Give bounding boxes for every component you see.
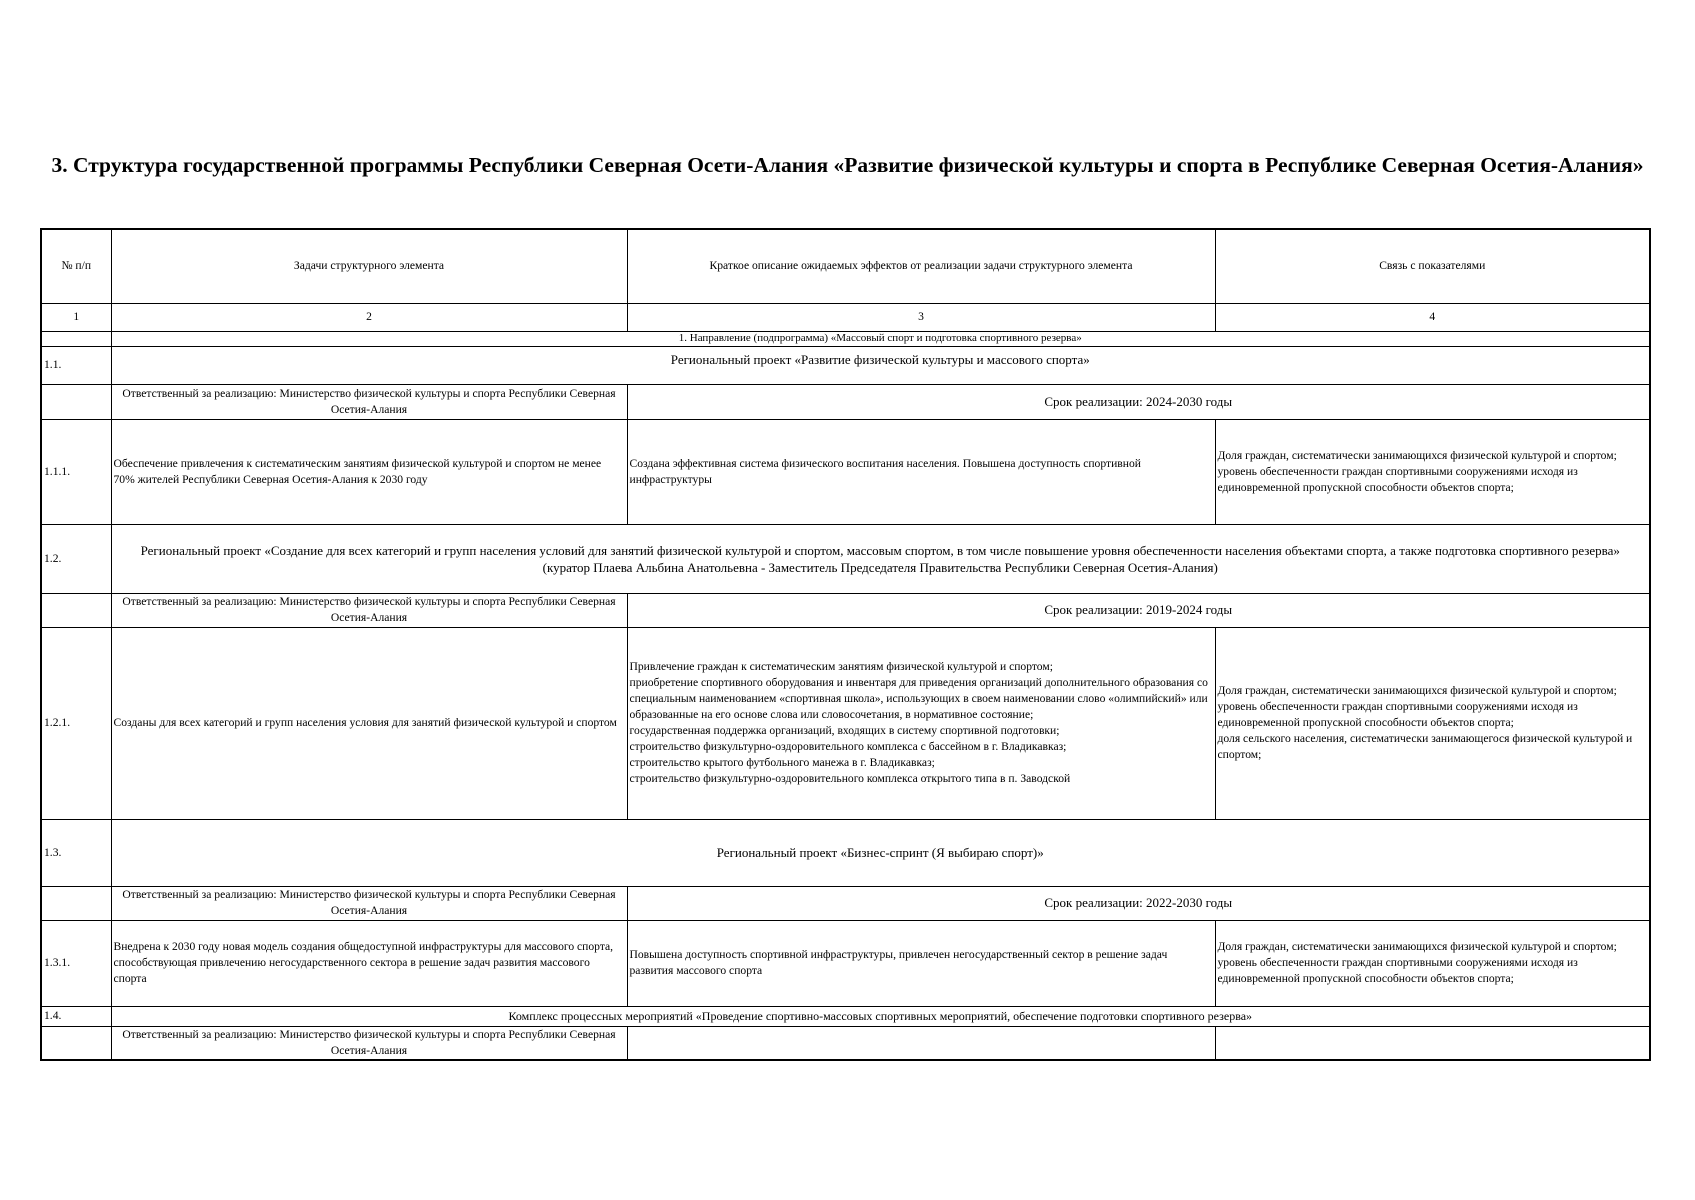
column-number-2: 2 — [111, 303, 627, 331]
structure-table — [40, 228, 1651, 1061]
section-1-2-project — [111, 524, 1650, 593]
task-1-3-1-description: Внедрена к 2030 году новая модель создания общедоступной инфраструктуры для массового спорта, способствующая привлечению негосударственного сектора в решение задач развития массового спорта — [111, 920, 627, 1006]
section-1-4-responsible-row — [41, 1026, 1650, 1060]
section-1-2-number: 1.2. — [41, 524, 111, 593]
task-1-2-1-effect: Привлечение граждан к систематическим занятиям физической культурой и спортом; приобретение спортивного оборудования и инвентаря для приведения организаций дополнительного образования со специальным наименованием «спортивная школа», использующих в своем наименовании слово «олимпийский» или образованные на его основе слова или словосочетания, в нормативное состояние; государственная поддержка организаций, входящих в систему спортивной подготовки; строительство физкультурно-оздоровительного комплекса с бассейном в г. Владикавказ; строительство крытого футбольного манежа в г. Владикавказ; строительство физкультурно-оздоровительного комплекса открытого типа в п. Заводской — [627, 627, 1215, 819]
header-number: № п/п — [41, 229, 111, 303]
task-1-1-1-effect: Создана эффективная система физического воспитания населения. Повышена доступность спортивной инфраструктуры — [627, 419, 1215, 524]
task-1-1-1-description: Обеспечение привлечения к систематическим занятиям физической культурой и спортом не менее 70% жителей Республики Северная Осетия-Алания к 2030 году — [111, 419, 627, 524]
direction-row — [41, 331, 1650, 346]
section-1-3-project: Региональный проект «Бизнес-спринт (Я выбираю спорт)» — [111, 819, 1650, 886]
direction-title: 1. Направление (подпрограмма) «Массовый спорт и подготовка спортивного резерва» — [111, 331, 1650, 346]
section-1-4-responsible: Ответственный за реализацию: Министерство физической культуры и спорта Республики Северная Осетия-Алания — [111, 1026, 627, 1060]
section-1-1-project: Региональный проект «Развитие физической культуры и массового спорта» — [111, 346, 1650, 384]
empty-cell — [1215, 1026, 1650, 1060]
table-header-row — [41, 229, 1650, 303]
section-1-2-term: Срок реализации: 2019-2024 годы — [627, 593, 1650, 627]
section-1-1-number: 1.1. — [41, 346, 111, 384]
column-number-row — [41, 303, 1650, 331]
header-tasks: Задачи структурного элемента — [111, 229, 627, 303]
task-1-1-1-indicators: Доля граждан, систематически занимающихся физической культурой и спортом; уровень обеспеченности граждан спортивными сооружениями исходя из единовременной пропускной способности объектов спорта; — [1215, 419, 1650, 524]
section-1-3-responsible-row — [41, 886, 1650, 920]
section-1-1-term: Срок реализации: 2024-2030 годы — [627, 384, 1650, 419]
task-1-2-1-indicators: Доля граждан, систематически занимающихся физической культурой и спортом; уровень обеспеченности граждан спортивными сооружениями исходя из единовременной пропускной способности объектов спорта; доля сельского населения, систематически занимающегося физической культурой и спортом; — [1215, 627, 1650, 819]
empty-cell — [41, 886, 111, 920]
section-1-2-curator: (куратор Плаева Альбина Анатольевна - Заместитель Председателя Правительства Республики Северная Осетия-Алания) — [542, 559, 1218, 575]
task-1-2-1-description: Созданы для всех категорий и групп населения условия для занятий физической культурой и спортом — [111, 627, 627, 819]
section-1-2-responsible-row — [41, 593, 1650, 627]
section-1-3-term: Срок реализации: 2022-2030 годы — [627, 886, 1650, 920]
header-indicators: Связь с показателями — [1215, 229, 1650, 303]
column-number-1: 1 — [41, 303, 111, 331]
task-1-3-1-number: 1.3.1. — [41, 920, 111, 1006]
task-1-1-1-row — [41, 419, 1650, 524]
section-1-4-project: Комплекс процессных мероприятий «Проведение спортивно-массовых спортивных мероприятий, обеспечение подготовки спортивного резерва» — [111, 1006, 1650, 1026]
empty-cell — [41, 1026, 111, 1060]
section-1-1-responsible: Ответственный за реализацию: Министерство физической культуры и спорта Республики Северная Осетия-Алания — [111, 384, 627, 419]
task-1-3-1-effect: Повышена доступность спортивной инфраструктуры, привлечен негосударственный сектор в решение задач развития массового спорта — [627, 920, 1215, 1006]
empty-cell — [41, 384, 111, 419]
section-1-1-responsible-row — [41, 384, 1650, 419]
section-1-4-row — [41, 1006, 1650, 1026]
page-title: 3. Структура государственной программы Республики Северная Осети-Алания «Развитие физической культуры и спорта в Республике Северная Осетия-Алания» — [51, 153, 1644, 177]
header-effects: Краткое описание ожидаемых эффектов от реализации задачи структурного элемента — [627, 229, 1215, 303]
task-1-1-1-number: 1.1.1. — [41, 419, 111, 524]
section-1-2-row — [41, 524, 1650, 593]
task-1-2-1-number: 1.2.1. — [41, 627, 111, 819]
section-1-3-responsible: Ответственный за реализацию: Министерство физической культуры и спорта Республики Северная Осетия-Алания — [111, 886, 627, 920]
section-1-2-project-title: Региональный проект «Создание для всех категорий и групп населения условий для занятий физической культурой и спортом, массовым спортом, в том числе повышение уровня обеспеченности населения объектами спорта, а также подготовка спортивного резерва» — [140, 542, 1620, 558]
column-number-3: 3 — [627, 303, 1215, 331]
task-1-2-1-row — [41, 627, 1650, 819]
task-1-3-1-row — [41, 920, 1650, 1006]
section-1-3-row — [41, 819, 1650, 886]
empty-cell — [627, 1026, 1215, 1060]
section-1-1-row — [41, 346, 1650, 384]
direction-number-cell — [41, 331, 111, 346]
section-1-4-number: 1.4. — [41, 1006, 111, 1026]
empty-cell — [41, 593, 111, 627]
section-1-2-responsible: Ответственный за реализацию: Министерство физической культуры и спорта Республики Северная Осетия-Алания — [111, 593, 627, 627]
task-1-3-1-indicators: Доля граждан, систематически занимающихся физической культурой и спортом; уровень обеспеченности граждан спортивными сооружениями исходя из единовременной пропускной способности объектов спорта; — [1215, 920, 1650, 1006]
column-number-4: 4 — [1215, 303, 1650, 331]
section-1-3-number: 1.3. — [41, 819, 111, 886]
